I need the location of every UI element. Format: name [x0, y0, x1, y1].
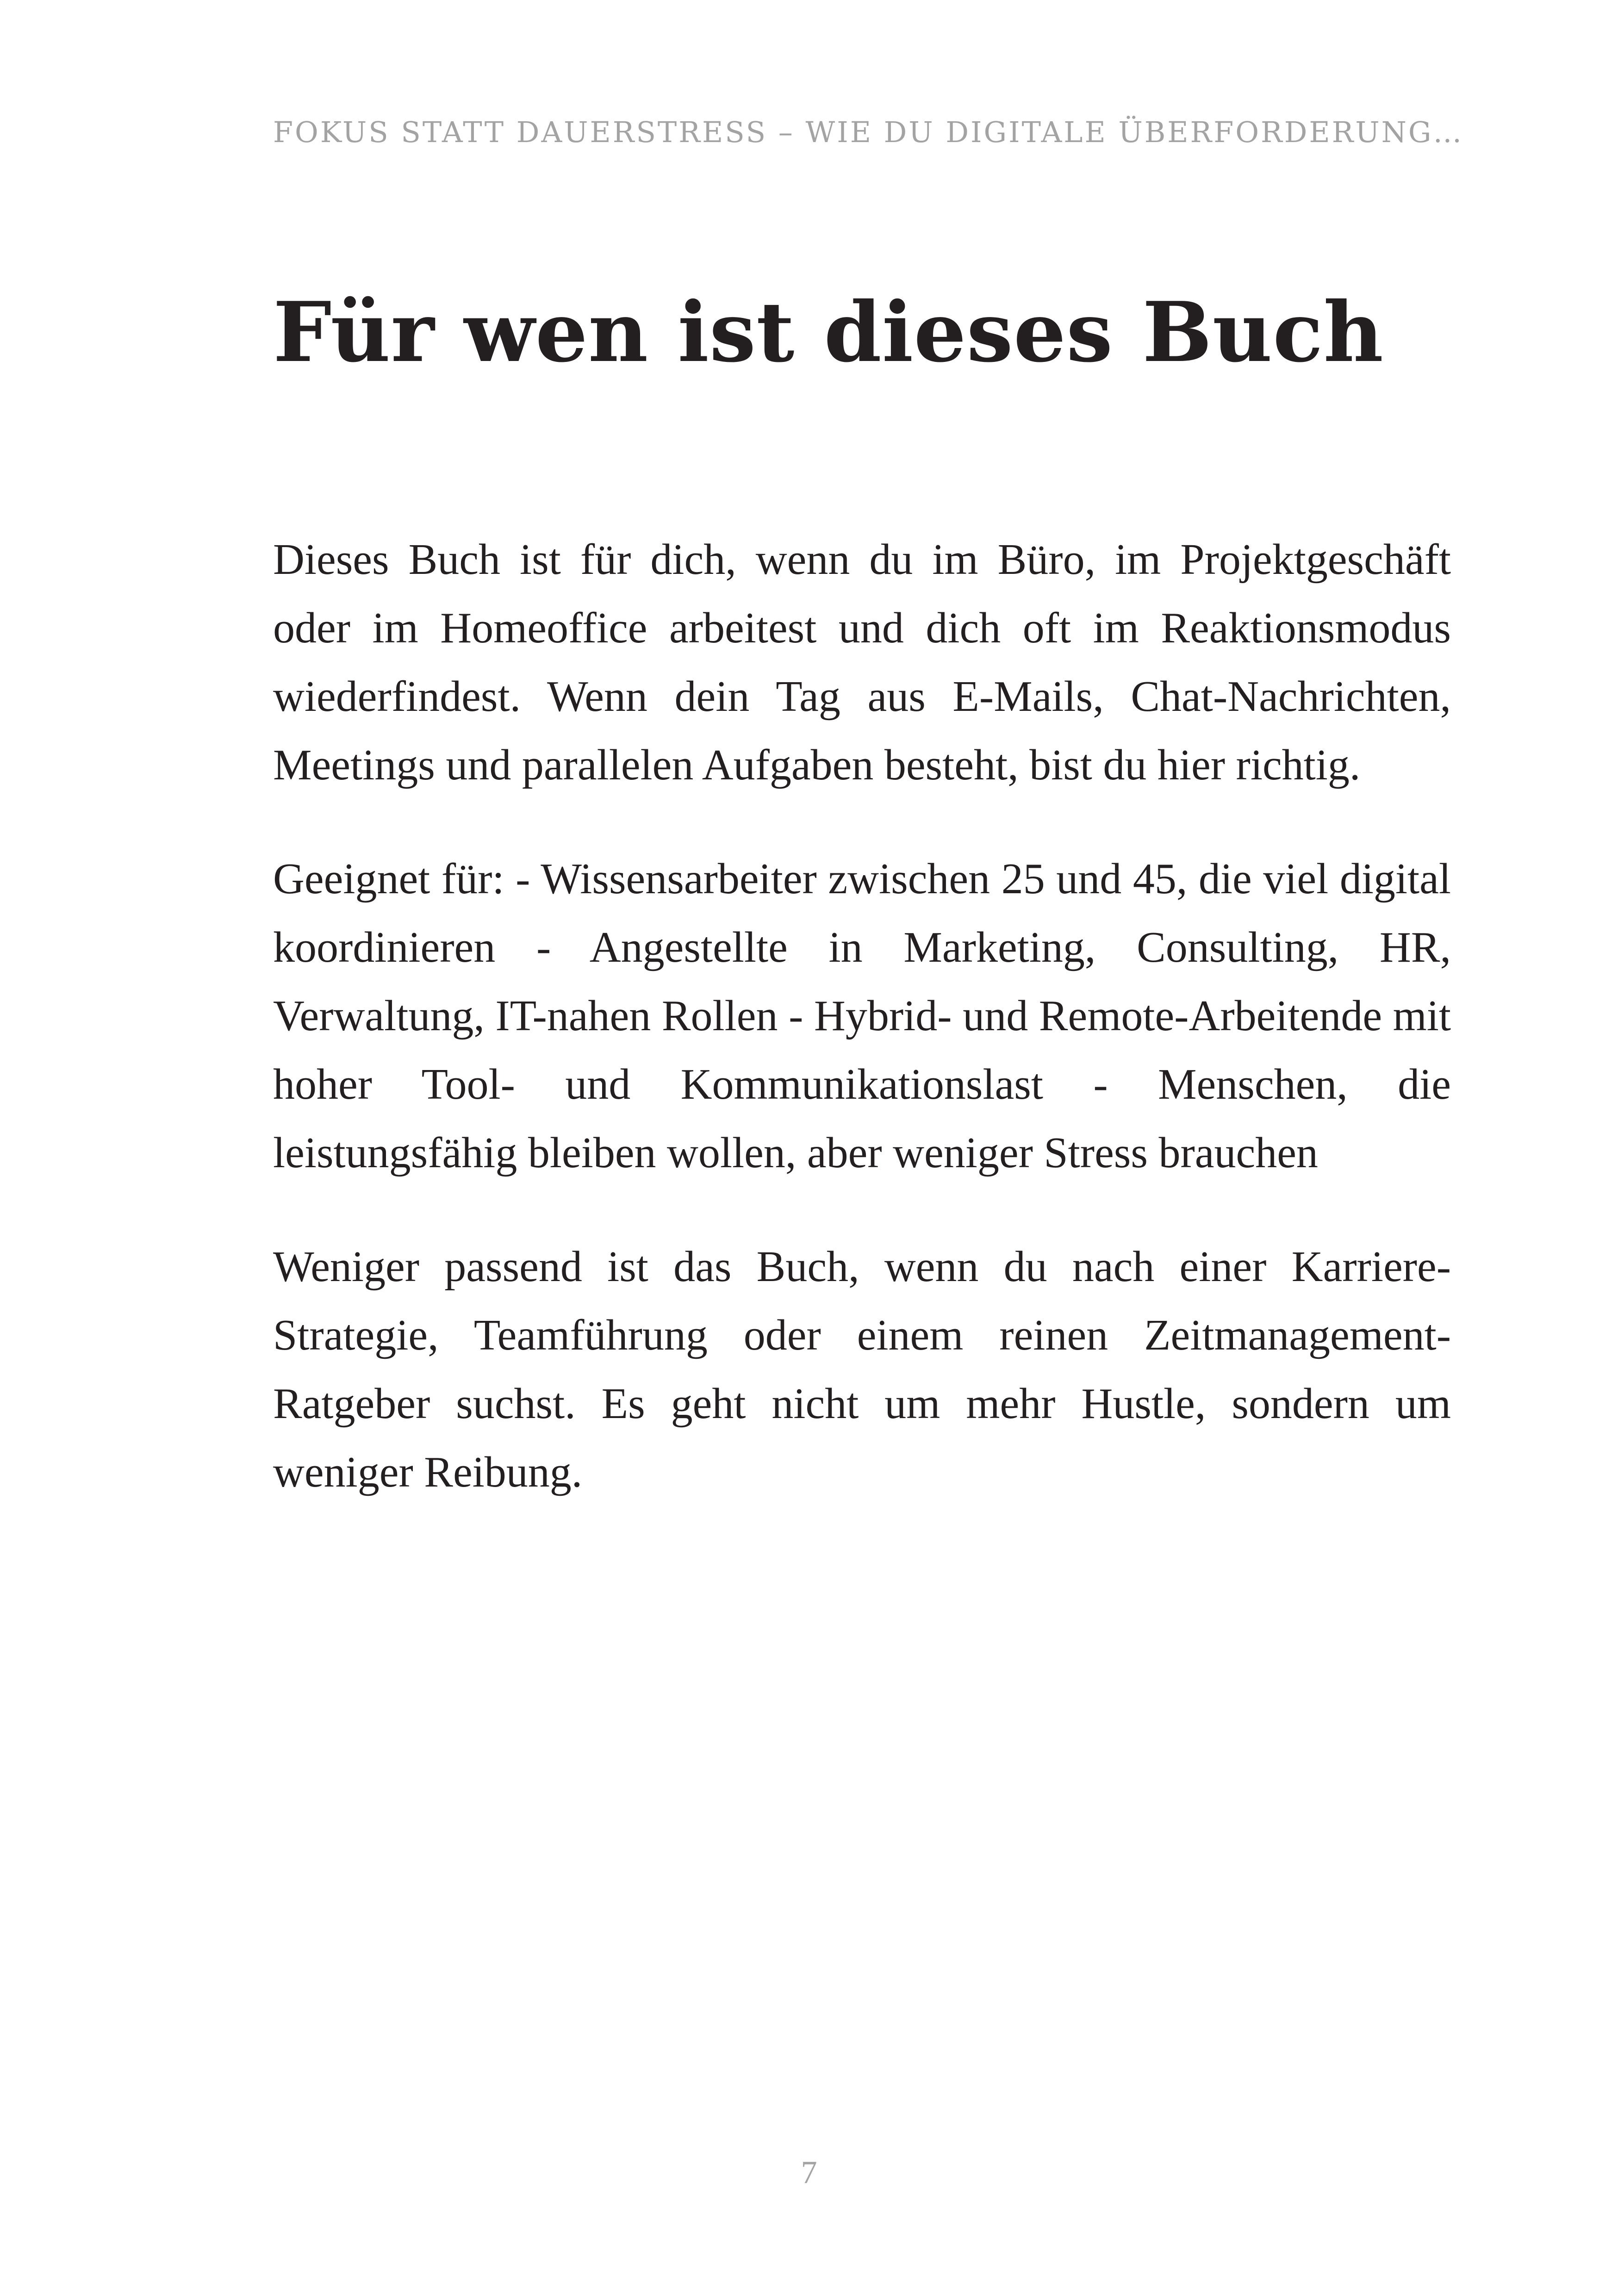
- running-header: FOKUS STATT DAUERSTRESS – WIE DU DIGITALE ÜBERFORDERUNG…: [273, 115, 1464, 149]
- chapter-title: Für wen ist dieses Buch: [273, 284, 1384, 380]
- paragraph-intro: Dieses Buch ist für dich, wenn du im Büro, im Projektgeschäft oder im Homeoffice arbeitest und dich oft im Reaktionsmodus wiederfindest. Wenn dein Tag aus E-Mails, Chat-Nachrichten, Meetings und parallelen Aufgaben besteht, bist du hier richtig.: [273, 535, 1451, 789]
- paragraph-suitable-for: Geeignet für: - Wissensarbeiter zwischen 25 und 45, die viel digital koordinieren - Angestellte in Marketing, Consulting, HR, Verwaltung, IT-nahen Rollen - Hybrid- und Remote-Arbeitende mit hoher Tool- und Kommunikationslast - Menschen, die leistungsfähig bleiben wollen, aber weniger Stress brauchen: [273, 855, 1451, 1177]
- paragraph-less-suitable: Weniger passend ist das Buch, wenn du nach einer Karriere-Strategie, Teamführung oder einem reinen Zeitmanagement-Ratgeber suchst. Es geht nicht um mehr Hustle, sondern um weniger Reibung.: [273, 1243, 1451, 1496]
- body-text: [273, 525, 1451, 1552]
- page-number: 7: [801, 2155, 817, 2190]
